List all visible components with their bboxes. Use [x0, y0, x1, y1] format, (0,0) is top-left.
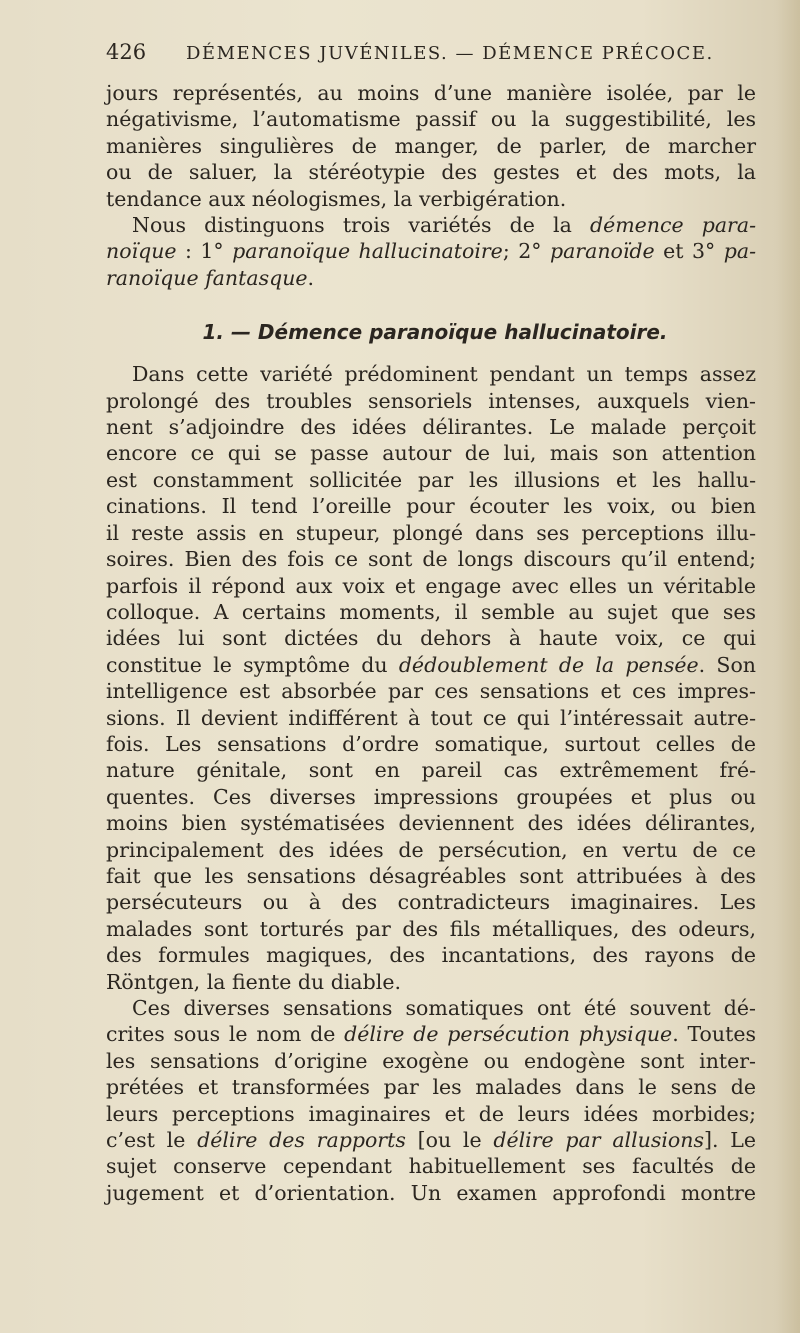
emphasis-term: délire par allusions: [493, 1128, 704, 1153]
text-run: c’est le: [106, 1128, 198, 1153]
text-line: Dans cette variété prédominent pendant un temps assez: [132, 362, 756, 387]
text-line: malades sont torturés par des fils métalliques, des odeurs,: [106, 916, 756, 941]
text-line: nature génitale, sont en pareil cas extrêmement fré-: [106, 758, 756, 783]
section-title: Démence paranoïque hallucinatoire.: [257, 320, 668, 345]
text-line: moins bien systématisées deviennent des idées délirantes,: [106, 811, 756, 836]
text-line: les sensations d’origine exogène ou endogène sont inter-: [106, 1048, 756, 1073]
text-line: il reste assis en stupeur, plongé dans ses perceptions illu-: [106, 520, 756, 545]
text-run: : 1°: [176, 239, 233, 264]
emphasis-term: pa-: [723, 239, 757, 264]
text-line: négativisme, l’automatisme passif ou la suggestibilité, les: [106, 107, 756, 132]
running-title: DÉMENCES JUVÉNILES. — DÉMENCE PRÉCOCE.: [186, 43, 714, 64]
text-line: ou de saluer, la stéréotypie des gestes et des mots, la: [106, 160, 756, 185]
text-line: est constamment sollicitée par les illusions et les hallu-: [106, 467, 756, 492]
text-line: tendance aux néologismes, la verbigération.: [106, 186, 567, 211]
emphasis-term: délire des rapports: [197, 1128, 406, 1153]
paragraph-3: [106, 361, 756, 995]
text-line: encore ce qui se passe autour de lui, mais son attention: [106, 441, 756, 466]
text-line: leurs perceptions imaginaires et de leurs idées morbides;: [106, 1101, 756, 1126]
emphasis-term: démence para-: [589, 213, 757, 238]
section-heading: [106, 319, 756, 345]
page-body: [106, 80, 756, 1206]
text-line: intelligence est absorbée par ces sensations et ces impres-: [106, 679, 756, 704]
emphasis-term: noïque: [106, 239, 177, 264]
section-dash: —: [223, 320, 258, 345]
text-line: parfois il répond aux voix et engage avec elles un véritable: [106, 573, 756, 598]
text-line: quentes. Ces diverses impressions groupées et plus ou: [106, 784, 756, 809]
emphasis-term: dédoublement de la pensée: [398, 652, 699, 677]
text-line: prétées et transformées par les malades dans le sens de: [106, 1075, 756, 1100]
emphasis-term: paranoïde: [549, 239, 655, 264]
text-line: fois. Les sensations d’ordre somatique, surtout celles de: [106, 731, 756, 756]
paragraph-2: [106, 212, 756, 291]
emphasis-term: ranoïque fantasque: [106, 265, 308, 290]
text-line: cinations. Il tend l’oreille pour écouter les voix, ou bien: [106, 494, 756, 519]
text-run: et 3°: [654, 239, 724, 264]
text-line: principalement des idées de persécution, en vertu de ce: [106, 837, 756, 862]
text-run: . Toutes: [672, 1022, 756, 1047]
text-line: jugement et d’orientation. Un examen approfondi montre: [106, 1180, 756, 1205]
text-line: Röntgen, la fiente du diable.: [106, 969, 401, 994]
text-line: sujet conserve cependant habituellement ses facultés de: [106, 1154, 756, 1179]
text-line: [106, 1127, 756, 1153]
text-run: ]. Le: [704, 1128, 757, 1153]
text-line: colloque. A certains moments, il semble au sujet que ses: [106, 599, 756, 624]
emphasis-term: paranoïque hallucinatoire: [232, 239, 503, 264]
section-number: 1.: [202, 320, 224, 345]
text-line: jours représentés, au moins d’une manière isolée, par le: [106, 81, 756, 105]
text-line: persécuteurs ou à des contradicteurs imaginaires. Les: [106, 890, 756, 915]
page-number: 426: [106, 40, 147, 64]
text-line: [106, 238, 756, 264]
text-line: sions. Il devient indifférent à tout ce qui l’intéressait autre-: [106, 705, 756, 730]
text-line: nent s’adjoindre des idées délirantes. Le malade perçoit: [106, 415, 756, 440]
text-line: [106, 212, 756, 238]
paragraph-4: [106, 995, 756, 1206]
text-line: idées lui sont dictées du dehors à haute voix, ce qui: [106, 626, 756, 651]
text-line: manières singulières de manger, de parler, de marcher: [106, 133, 756, 158]
text-line: [106, 1021, 756, 1047]
text-run: Nous distinguons trois variétés de la: [132, 213, 590, 238]
page-header: [106, 40, 756, 70]
text-line: des formules magiques, des incantations, des rayons de: [106, 943, 756, 968]
paragraph-1: [106, 80, 756, 212]
emphasis-term: délire de persécution physique: [344, 1022, 673, 1047]
text-run: [ou le: [405, 1128, 494, 1153]
text-run: constitue le symptôme du: [106, 652, 399, 677]
text-line: soires. Bien des fois ce sont de longs discours qu’il entend;: [106, 547, 756, 572]
text-line: fait que les sensations désagréables sont attribuées à des: [106, 863, 756, 888]
text-run: ; 2°: [502, 239, 550, 264]
text-line: prolongé des troubles sensoriels intenses, auxquels vien-: [106, 388, 756, 413]
text-line: [106, 265, 756, 291]
text-run: .: [307, 265, 315, 290]
text-line: [106, 652, 756, 678]
text-run: . Son: [698, 652, 757, 677]
text-run: crites sous le nom de: [106, 1022, 345, 1047]
text-line: Ces diverses sensations somatiques ont été souvent dé-: [132, 996, 756, 1020]
